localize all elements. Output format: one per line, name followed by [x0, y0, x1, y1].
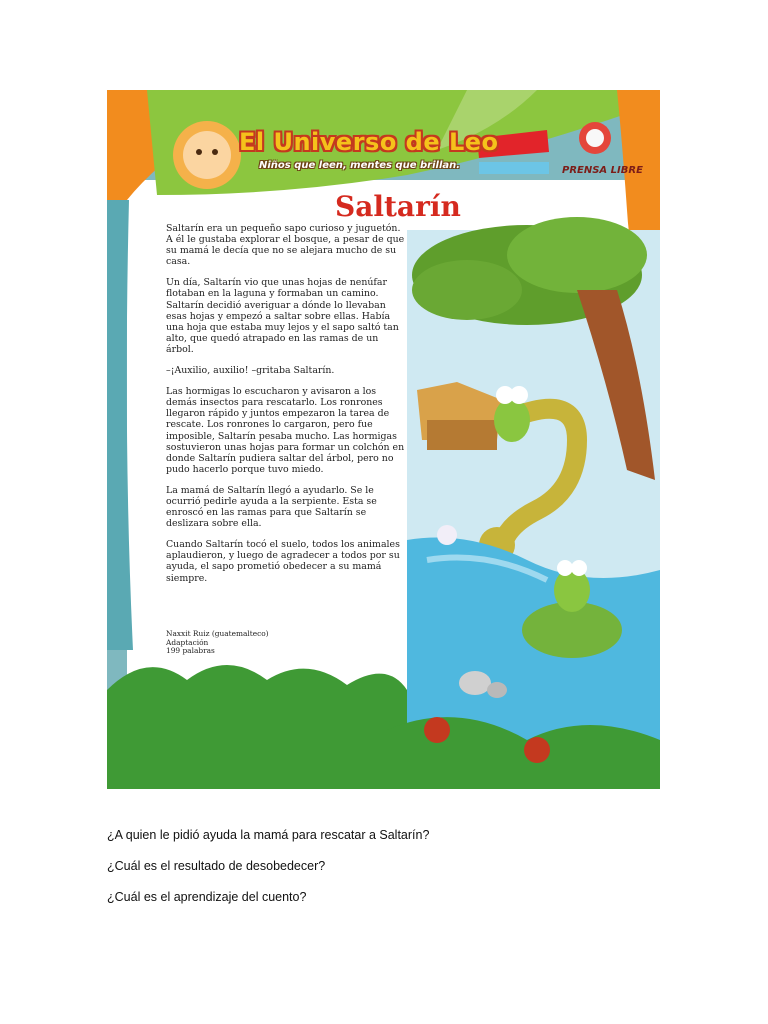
story-paragraph: Cuando Saltarín tocó el suelo, todos los animales aplaudieron, y luego de agradecer a todos por su ayuda, el sapo prometió obedecer a su mamá siempre.: [166, 539, 400, 584]
story-paragraph: La mamá de Saltarín llegó a ayudarlo. Se le ocurrió pedirle ayuda a la serpiente. Esta se enroscó en las ramas para que Saltarín se deslizara sobre ella.: [166, 484, 377, 530]
story-paragraph: Saltarín era un pequeño sapo curioso y juguetón. A él le gustaba explorar el bosque, a pesar de que su mamá le decía que no se alejara mucho de su casa.: [166, 223, 405, 268]
credit-note: Adaptación: [166, 637, 209, 647]
brand-title: El Universo de Leo: [239, 128, 499, 156]
credit-author: Naxxit Ruiz (guatemalteco): [166, 629, 269, 638]
story-paragraph: Las hormigas lo escucharon y avisaron a los demás insectos para rescatarlo. Los ronrones llegaron rápido y juntos empezaron la tarea de rescate. Los ronrones lo cargaron, pero fue imposible, Saltarín pesaba mucho. Las hormigas sostuvieron unas hojas para formar un colchón en donde Saltarín pudiera saltar del árbol, pero no pudo hacerlo porque tuvo miedo.: [166, 386, 405, 475]
story-title: Saltarín: [335, 190, 461, 223]
story-illustration: [107, 90, 660, 789]
question-3: ¿Cuál es el aprendizaje del cuento?: [107, 890, 307, 904]
story-paragraph: –¡Auxilio, auxilio! –gritaba Saltarín.: [166, 365, 335, 377]
publisher-logo-text: PRENSA LIBRE: [562, 165, 643, 176]
credit-word-count: 199 palabras: [166, 646, 215, 656]
brand-tagline: Niños que leen, mentes que brillan.: [259, 160, 461, 171]
question-1: ¿A quien le pidió ayuda la mamá para rescatar a Saltarín?: [107, 828, 430, 842]
story-text: [166, 223, 406, 594]
question-2: ¿Cuál es el resultado de desobedecer?: [107, 859, 326, 873]
story-paragraph: Un día, Saltarín vio que unas hojas de nenúfar flotaban en la laguna y formaban un camino. Saltarín decidió averiguar a dónde lo llevaban esas hojas y empezó a saltar sobre ellas. Había una hoja que estaba muy lejos y el sapo saltó tan alto, que quedó atrapado en las ramas de un árbol.: [166, 277, 399, 355]
story-credits: [166, 630, 269, 656]
